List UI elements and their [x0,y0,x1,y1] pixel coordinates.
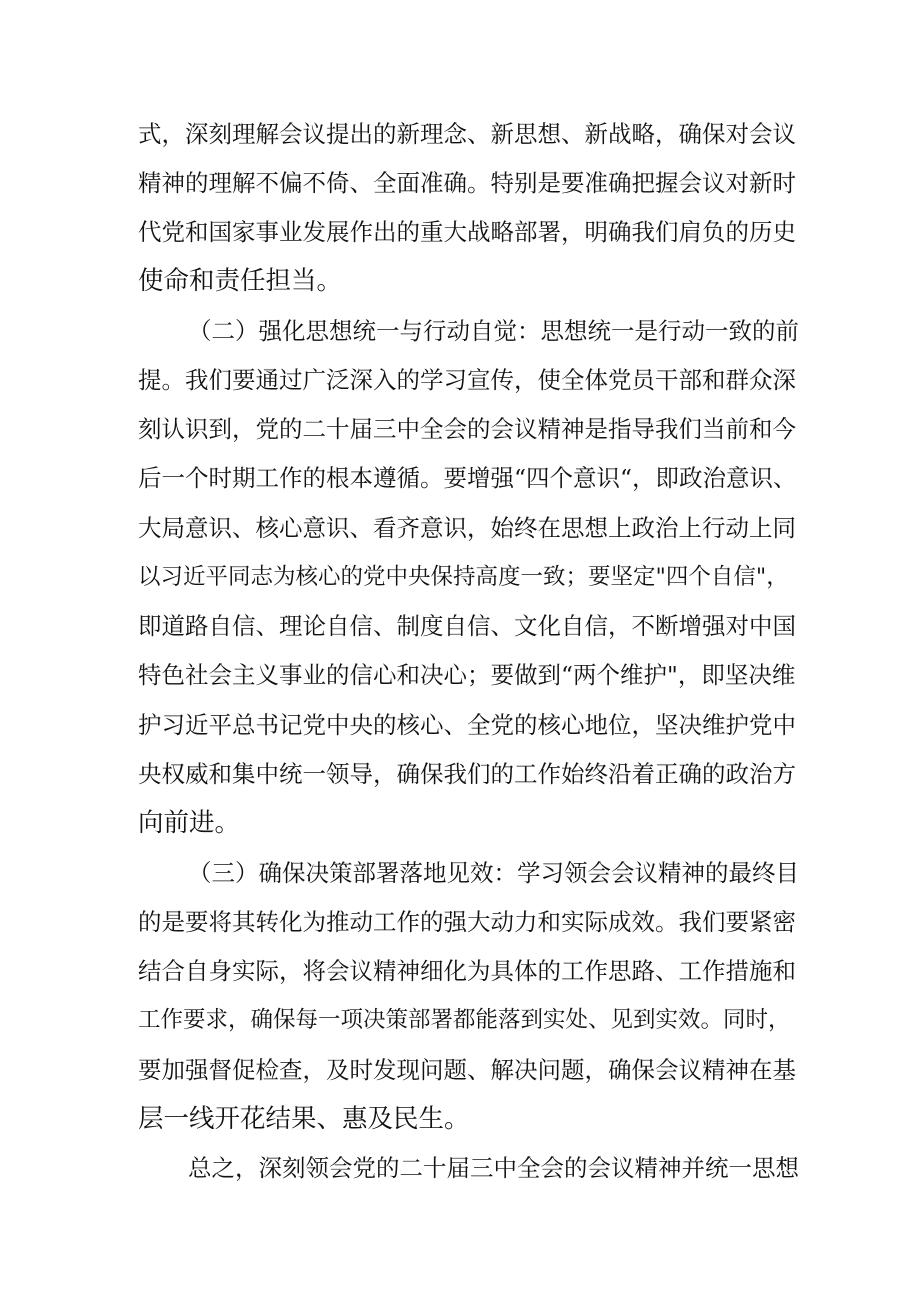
text-line: 使命和责任担当。 [138,266,343,296]
text-line: 护习近平总书记党中央的核心、全党的核心地位，坚决维护党中 [138,711,796,739]
text-line: 大局意识、核心意识、看齐意识，始终在思想上政治上行动上同 [138,514,796,542]
text-line: 即道路自信、理论自信、制度自信、文化自信，不断增强对中国 [138,612,796,640]
text-line: （二）强化思想统一与行动自觉：思想统一是行动一致的前 [188,317,799,345]
text-line: 刻认识到，党的二十届三中全会的会议精神是指导我们当前和今 [138,415,796,443]
text-line: 的是要将其转化为推动工作的强大动力和实际成效。我们要紧密 [138,908,796,936]
text-line: 结合自身实际，将会议精神细化为具体的工作思路、工作措施和 [138,957,796,985]
text-line: 以习近平同志为核心的党中央保持高度一致；要坚定"四个自信"， [138,564,789,590]
text-line: 后一个时期工作的根本遵循。要增强“四个意识“，即政治意识、 [138,464,797,492]
text-line: 代党和国家事业发展作出的重大战略部署，明确我们肩负的历史 [138,218,796,246]
text-line: 向前进。 [138,808,241,838]
text-line: （三）确保决策部署落地见效：学习领会会议精神的最终目 [188,859,799,887]
text-line: 总之，深刻领会党的二十届三中全会的会议精神并统一思想 [188,1154,799,1182]
text-line: 工作要求，确保每一项决策部署都能落到实处、见到实效。同时， [138,1007,791,1033]
text-line: 层一线开花结果、惠及民生。 [138,1104,470,1134]
text-line: 提。我们要通过广泛深入的学习宣传，使全体党员干部和群众深 [138,366,796,394]
text-line: 式，深刻理解会议提出的新理念、新思想、新战略，确保对会议 [138,120,796,148]
text-line: 精神的理解不偏不倚、全面准确。特别是要准确把握会议对新时 [138,169,796,197]
text-line: 央权威和集中统一领导，确保我们的工作始终沿着正确的政治方 [138,760,796,788]
text-line: 特色社会主义事业的信心和决心；要做到“两个维护"，即坚决维 [138,661,796,689]
text-line: 要加强督促检查，及时发现问题、解决问题，确保会议精神在基 [138,1056,796,1084]
